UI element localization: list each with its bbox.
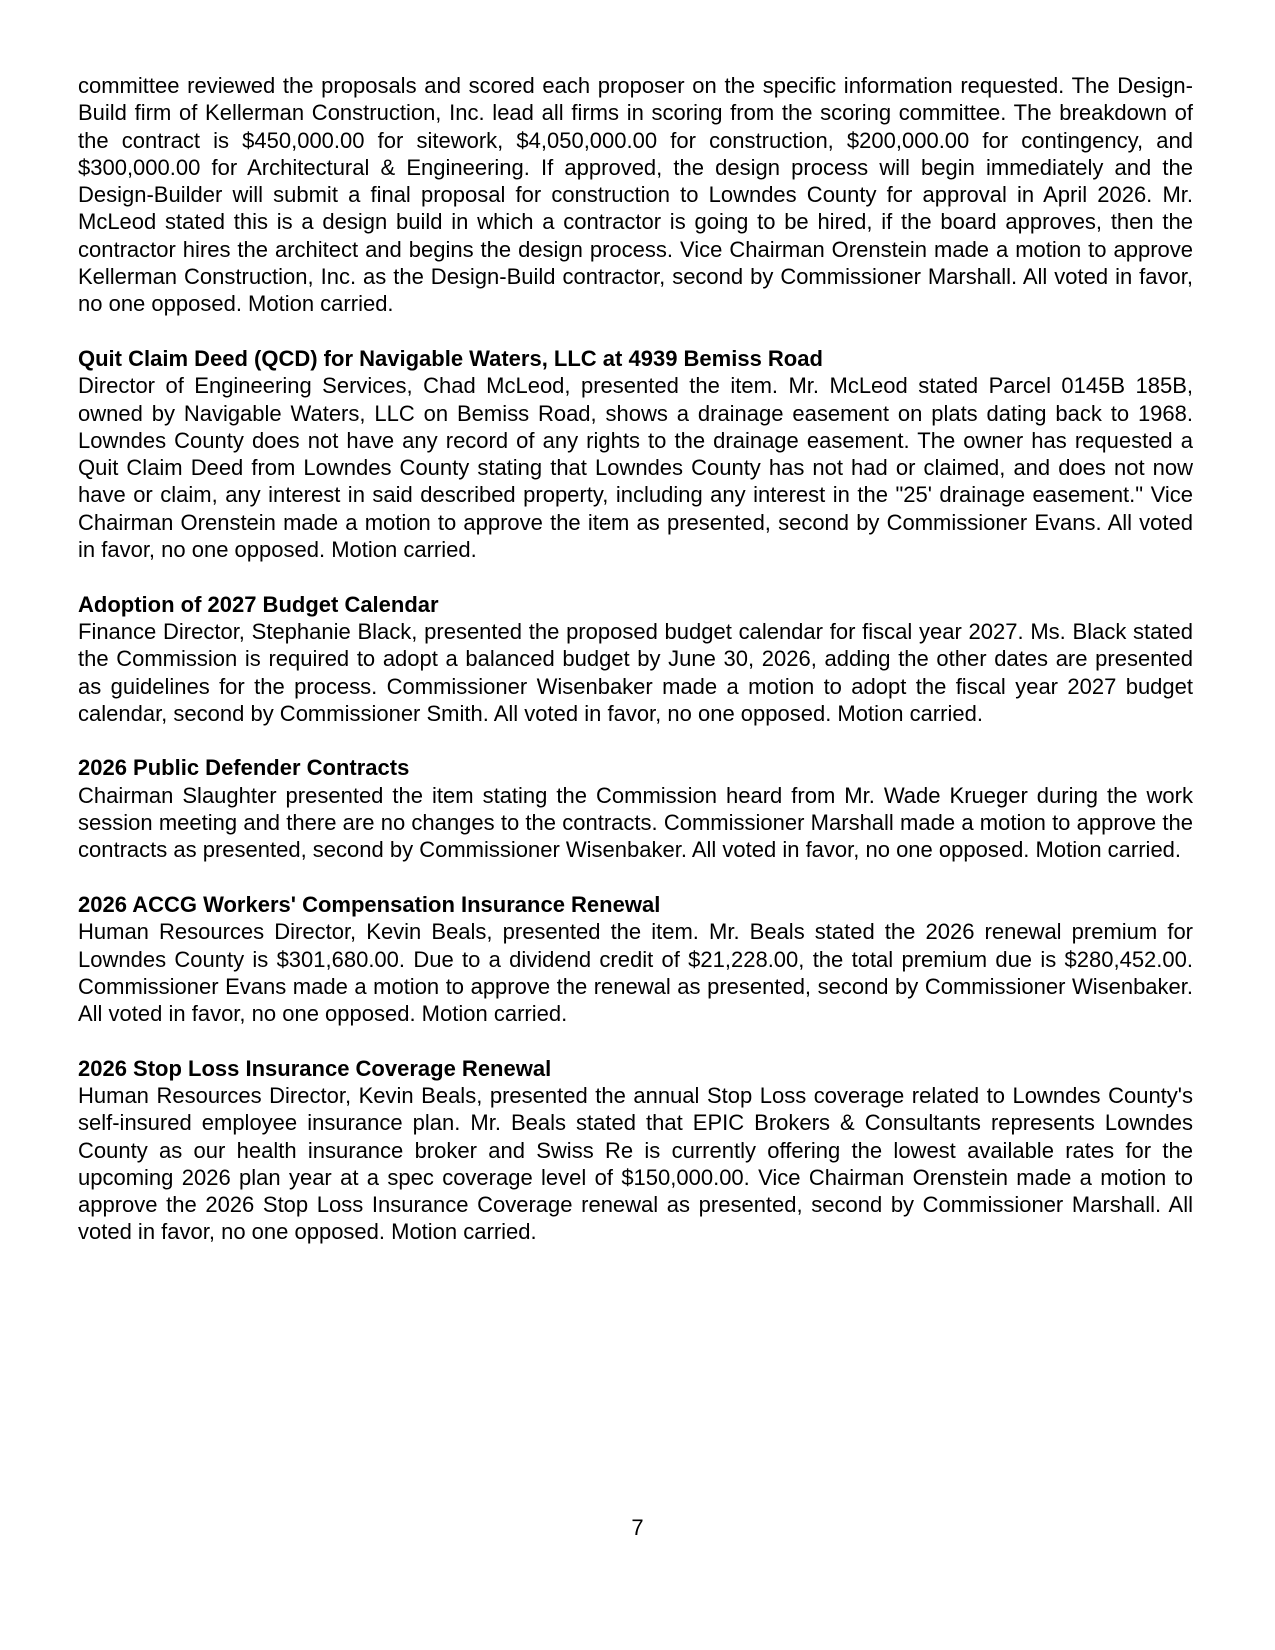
section-body-budget-calendar: Finance Director, Stephanie Black, presented the proposed budget calendar for fiscal year 2027. Ms. Black stated the Commission is required to adopt a balanced budget by June 30, 2026, adding the other dates are presented as guidelines for the process. Commissioner Wisenbaker made a motion to adopt the fiscal year 2027 budget calendar, second by Commissioner Smith. All voted in favor, no one opposed. Motion carried. <box>78 618 1193 726</box>
section-body-public-defender-contracts: Chairman Slaughter presented the item stating the Commission heard from Mr. Wade Krueger during the work session meeting and there are no changes to the contracts. Commissioner Marshall made a motion to approve the contracts as presented, second by Commissioner Wisenbaker. All voted in favor, no one opposed. Motion carried. <box>78 782 1193 863</box>
page-footer <box>0 1514 1275 1541</box>
section-heading-quit-claim-deed: Quit Claim Deed (QCD) for Navigable Waters, LLC at 4939 Bemiss Road <box>78 345 823 371</box>
section-body-workers-compensation-renewal: Human Resources Director, Kevin Beals, presented the item. Mr. Beals stated the 2026 renewal premium for Lowndes County is $301,680.00. Due to a dividend credit of $21,228.00, the total premium due is $280,452.00. Commissioner Evans made a motion to approve the renewal as presented, second by Commissioner Wisenbaker. All voted in favor, no one opposed. Motion carried. <box>78 919 1193 1027</box>
continuation-paragraph: committee reviewed the proposals and scored each proposer on the specific information requested. The Design-Build firm of Kellerman Construction, Inc. lead all firms in scoring from the scoring committee. The breakdown of the contract is $450,000.00 for sitework, $4,050,000.00 for construction, $200,000.00 for contingency, and $300,000.00 for Architectural & Engineering. If approved, the design process will begin immediately and the Design-Builder will submit a final proposal for construction to Lowndes County for approval in April 2026. Mr. McLeod stated this is a design build in which a contractor is going to be hired, if the board approves, then the contractor hires the architect and begins the design process. Vice Chairman Orenstein made a motion to approve Kellerman Construction, Inc. as the Design-Build contractor, second by Commissioner Marshall. All voted in favor, no one opposed. Motion carried. <box>78 73 1193 317</box>
section-heading-public-defender-contracts: 2026 Public Defender Contracts <box>78 755 410 781</box>
section-heading-workers-compensation-renewal: 2026 ACCG Workers' Compensation Insurance Renewal <box>78 891 661 917</box>
section-heading-budget-calendar: Adoption of 2027 Budget Calendar <box>78 591 439 617</box>
page-number: 7 <box>631 1515 644 1540</box>
section-body-stop-loss-renewal: Human Resources Director, Kevin Beals, presented the annual Stop Loss coverage related to Lowndes County's self-insured employee insurance plan. Mr. Beals stated that EPIC Brokers & Consultants represents Lowndes County as our health insurance broker and Swiss Re is currently offering the lowest available rates for the upcoming 2026 plan year at a spec coverage level of $150,000.00. Vice Chairman Orenstein made a motion to approve the 2026 Stop Loss Insurance Coverage renewal as presented, second by Commissioner Marshall. All voted in favor, no one opposed. Motion carried. <box>78 1082 1193 1245</box>
section-body-quit-claim-deed: Director of Engineering Services, Chad McLeod, presented the item. Mr. McLeod stated Parcel 0145B 185B, owned by Navigable Waters, LLC on Bemiss Road, shows a drainage easement on plats dating back to 1968. Lowndes County does not have any record of any rights to the drainage easement. The owner has requested a Quit Claim Deed from Lowndes County stating that Lowndes County has not had or claimed, and does not now have or claim, any interest in said described property, including any interest in the "25' drainage easement." Vice Chairman Orenstein made a motion to approve the item as presented, second by Commissioner Evans. All voted in favor, no one opposed. Motion carried. <box>78 373 1193 563</box>
section-heading-stop-loss-renewal: 2026 Stop Loss Insurance Coverage Renewal <box>78 1055 552 1081</box>
